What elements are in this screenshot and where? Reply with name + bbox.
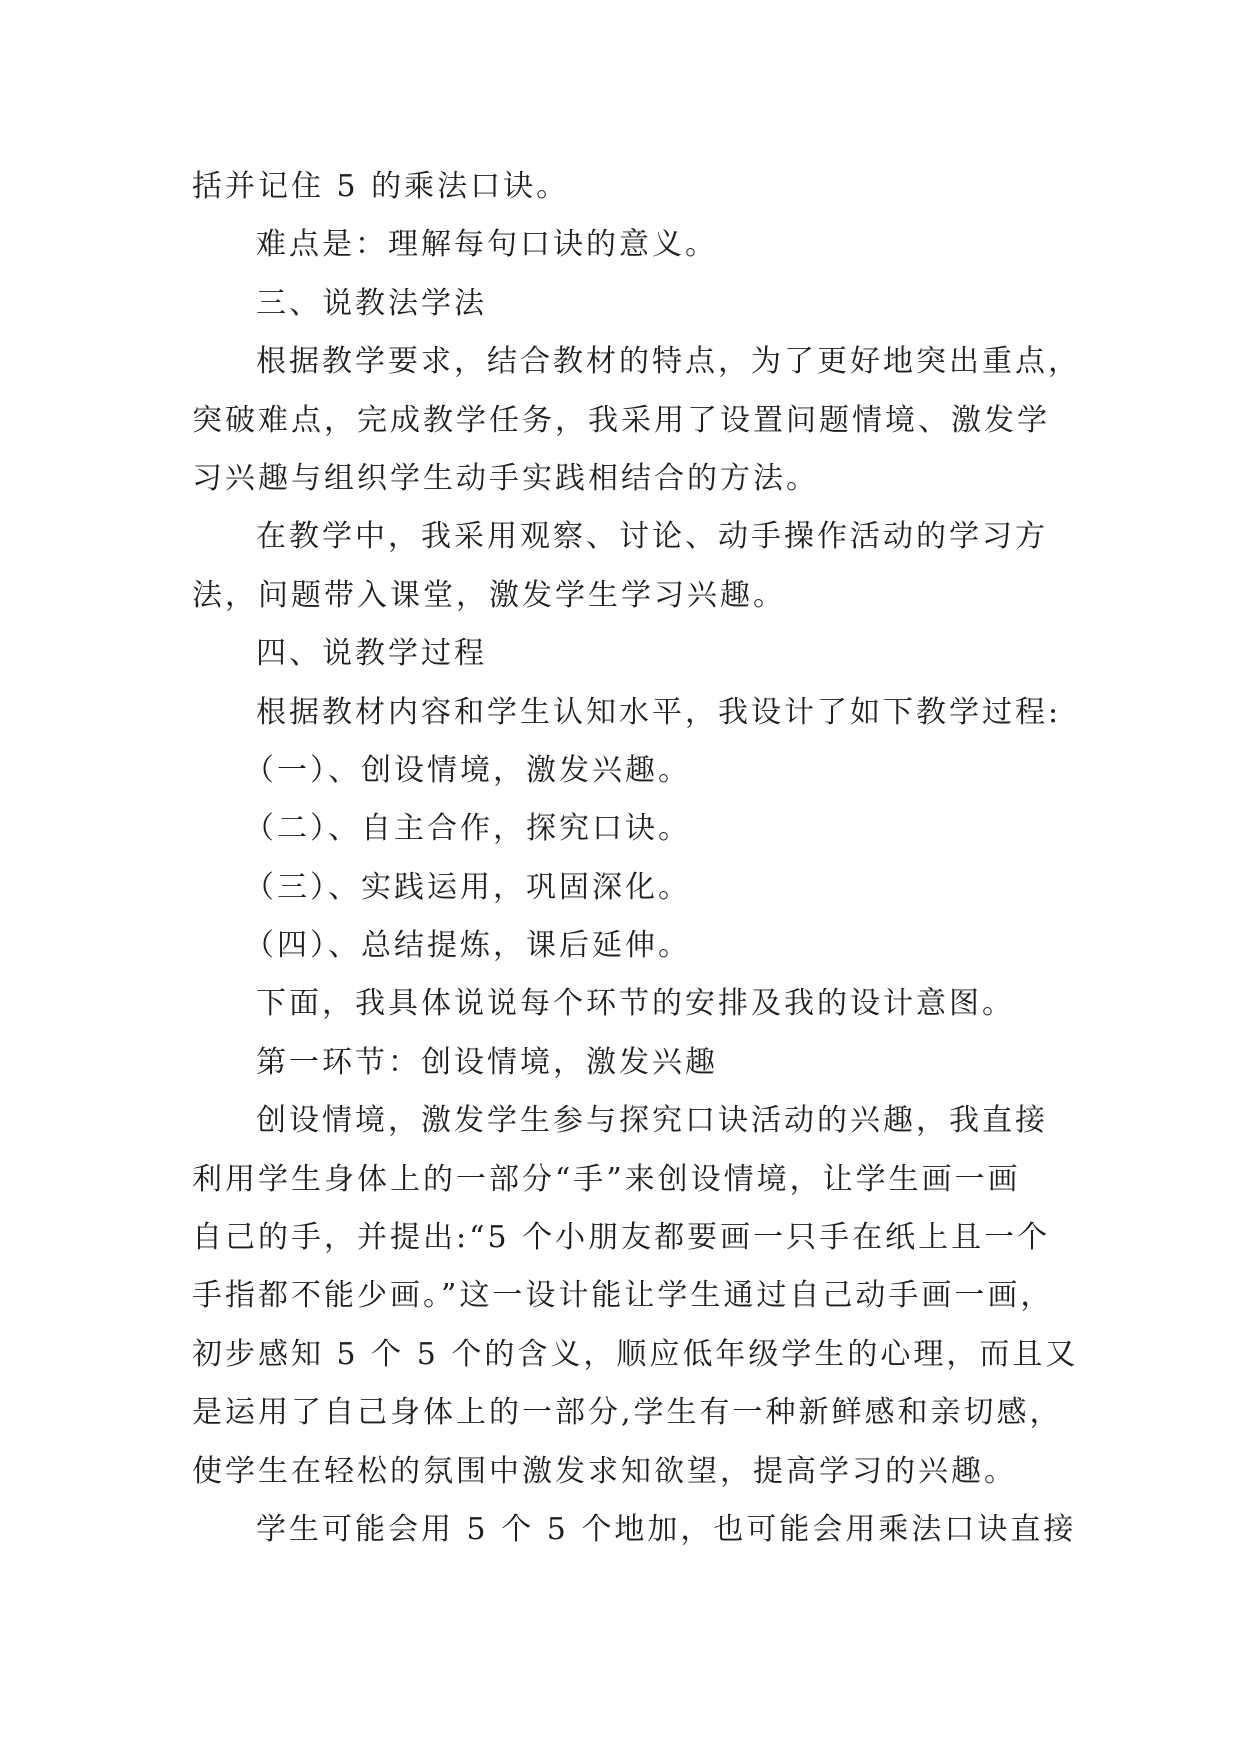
text-line: 使学生在轻松的氛围中激发求知欲望，提高学习的兴趣。	[192, 1453, 1017, 1489]
list-item: （三）、实践运用，巩固深化。	[244, 869, 691, 905]
text-line: 括并记住 5 的乘法口诀。	[192, 169, 570, 204]
text-line: 根据教学要求，结合教材的特点，为了更好地突出重点，	[256, 344, 1081, 380]
text-line: 利用学生身体上的一部分“手”来创设情境，让学生画一画	[192, 1161, 1021, 1197]
text-line: 根据教材内容和学生认知水平，我设计了如下教学过程:	[256, 694, 1062, 730]
text-line: 创设情境，激发学生参与探究口诀活动的兴趣，我直接	[256, 1103, 1048, 1139]
text-line: 下面，我具体说说每个环节的安排及我的设计意图。	[256, 986, 1015, 1022]
text-line: 自己的手，并提出:“5 个小朋友都要画一只手在纸上且一个	[192, 1220, 1051, 1256]
text-line: 法，问题带入课堂，激发学生学习兴趣。	[192, 577, 786, 613]
text-line: 在教学中，我采用观察、讨论、动手操作活动的学习方	[256, 519, 1048, 555]
list-item: （二）、自主合作，探究口诀。	[244, 811, 691, 847]
document-body	[192, 158, 1081, 1559]
text-line: 是运用了自己身体上的一部分,学生有一种新鲜感和亲切感，	[192, 1395, 1063, 1431]
text-line: 难点是：理解每句口诀的意义。	[256, 227, 718, 263]
text-line: 手指都不能少画。”这一设计能让学生通过自己动手画一画，	[192, 1278, 1054, 1314]
text-line: 突破难点，完成教学任务，我采用了设置问题情境、激发学	[192, 402, 1050, 438]
subsection-heading: 第一环节：创设情境，激发兴趣	[256, 1044, 718, 1080]
text-line: 学生可能会用 5 个 5 个地加，也可能会用乘法口诀直接	[256, 1511, 1077, 1547]
list-item: （四）、总结提炼，课后延伸。	[244, 928, 691, 964]
section-heading: 三、说教法学法	[256, 285, 487, 321]
text-line: 习兴趣与组织学生动手实践相结合的方法。	[192, 460, 819, 496]
list-item: （一）、创设情境，激发兴趣。	[244, 752, 691, 788]
text-line: 初步感知 5 个 5 个的含义，顺应低年级学生的心理，而且又	[192, 1336, 1079, 1372]
section-heading: 四、说教学过程	[256, 636, 487, 672]
